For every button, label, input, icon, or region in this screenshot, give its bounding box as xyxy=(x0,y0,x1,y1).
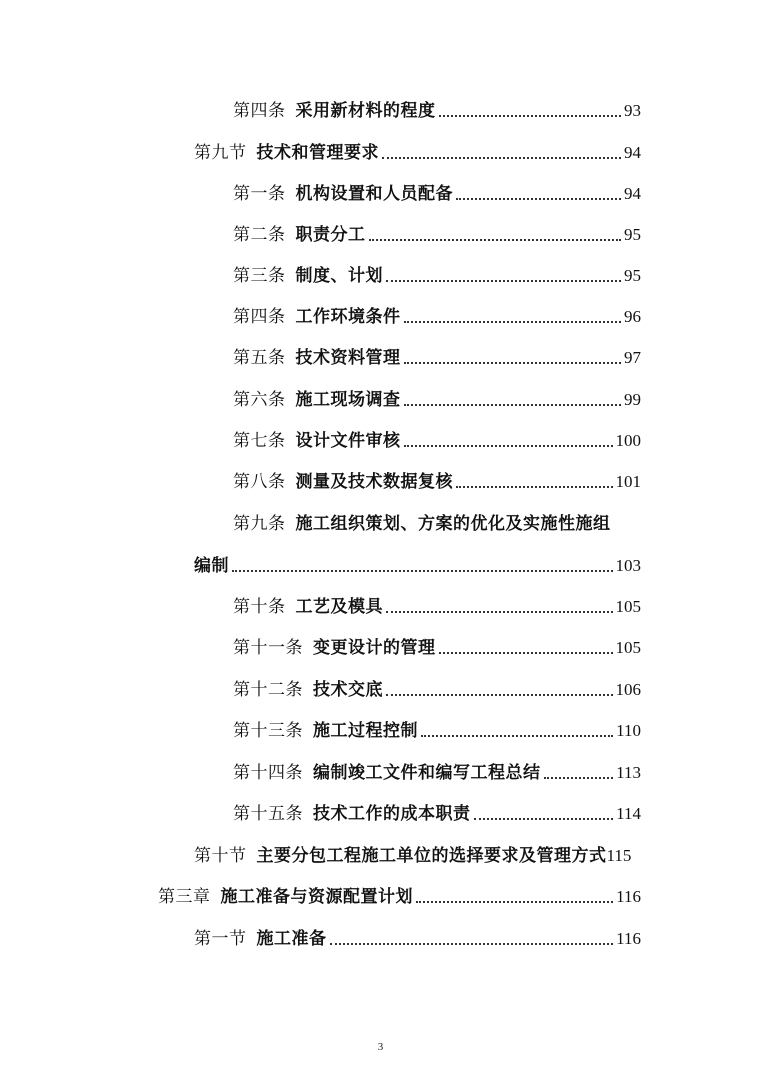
toc-entry-number: 第十一条 xyxy=(233,638,303,658)
toc-entry-page: 95 xyxy=(624,266,641,285)
toc-entry-number: 第四条 xyxy=(233,307,286,327)
toc-entry-title: 主要分包工程施工单位的选择要求及管理方式 xyxy=(256,846,607,866)
dot-leader xyxy=(386,694,613,696)
toc-entry-number: 第十四条 xyxy=(233,763,303,783)
toc-entry-page: 105 xyxy=(615,638,641,657)
toc-entry-title: 技术资料管理 xyxy=(295,348,401,368)
toc-entry[interactable] xyxy=(233,590,641,618)
toc-entry[interactable] xyxy=(233,341,641,369)
toc-entry-page: 101 xyxy=(615,472,641,491)
dot-leader xyxy=(330,943,614,945)
toc-entry-number: 第二条 xyxy=(233,225,286,245)
dot-leader xyxy=(382,157,621,159)
dot-leader xyxy=(404,404,622,406)
dot-leader xyxy=(369,239,622,241)
toc-entry-title: 职责分工 xyxy=(295,225,366,245)
toc-entry-page: 113 xyxy=(616,763,641,782)
toc-entry-title: 施工过程控制 xyxy=(313,721,418,741)
toc-entry-number: 第五条 xyxy=(233,348,286,368)
toc-entry[interactable] xyxy=(233,673,641,701)
toc-entry[interactable] xyxy=(158,880,641,908)
toc-entry[interactable] xyxy=(233,259,641,287)
dot-leader xyxy=(386,280,621,282)
toc-entry[interactable] xyxy=(233,465,641,493)
toc-entry-number: 第七条 xyxy=(233,431,286,451)
toc-entry-page: 100 xyxy=(615,431,641,450)
toc-entry-page: 99 xyxy=(624,390,641,409)
toc-entry-number: 第十五条 xyxy=(233,804,303,824)
dot-leader xyxy=(439,652,613,654)
toc-entry-page: 115 xyxy=(606,846,632,865)
toc-entry-number: 第四条 xyxy=(233,101,286,121)
toc-entry-title: 制度、计划 xyxy=(295,266,383,286)
toc-entry-page: 116 xyxy=(616,887,641,906)
toc-entry-title: 施工组织策划、方案的优化及实施性施组 xyxy=(295,514,611,534)
dot-leader xyxy=(456,486,613,488)
toc-entry-page: 116 xyxy=(616,929,641,948)
toc-entry-number: 第一节 xyxy=(194,929,247,949)
dot-leader xyxy=(232,570,613,572)
toc-entry-title: 工作环境条件 xyxy=(295,307,401,327)
toc-entry-number: 第八条 xyxy=(233,472,286,492)
toc-entry[interactable] xyxy=(233,631,641,659)
toc-entry-page: 94 xyxy=(624,184,641,203)
toc-entry[interactable] xyxy=(233,756,641,784)
toc-entry-number: 第十节 xyxy=(194,846,247,866)
toc-entry[interactable] xyxy=(233,300,641,328)
toc-entry-title: 技术交底 xyxy=(313,680,383,700)
toc-entry-page: 94 xyxy=(624,143,641,162)
toc-entry-title: 变更设计的管理 xyxy=(313,638,436,658)
dot-leader xyxy=(544,777,614,779)
toc-entry-number: 第一条 xyxy=(233,184,286,204)
toc-entry-title: 技术和管理要求 xyxy=(256,143,379,163)
dot-leader xyxy=(404,321,622,323)
dot-leader xyxy=(456,198,621,200)
toc-entry-page: 114 xyxy=(616,804,641,823)
toc-entry-title: 工艺及模具 xyxy=(295,597,383,617)
toc-entry-page: 96 xyxy=(624,307,641,326)
toc-entry-number: 第三条 xyxy=(233,266,286,286)
toc-entry-title-continuation: 编制 xyxy=(194,556,229,576)
toc-entry-title: 采用新材料的程度 xyxy=(295,101,436,121)
toc-entry-page: 106 xyxy=(615,680,641,699)
page-number: 3 xyxy=(377,1041,384,1053)
toc-entry[interactable] xyxy=(233,177,641,205)
toc-entry-number: 第九条 xyxy=(233,514,286,534)
toc-entry[interactable] xyxy=(194,922,641,950)
toc-entry-number: 第六条 xyxy=(233,390,286,410)
toc-entry-title: 技术工作的成本职责 xyxy=(313,804,471,824)
toc-entry-title: 机构设置和人员配备 xyxy=(295,184,453,204)
toc-entry-title: 编制竣工文件和编写工程总结 xyxy=(313,763,541,783)
dot-leader xyxy=(439,115,622,117)
toc-entry-page: 110 xyxy=(616,721,641,740)
toc-entry[interactable] xyxy=(233,383,641,411)
toc-entry[interactable] xyxy=(194,136,641,164)
toc-entry-wrapped[interactable] xyxy=(233,507,673,535)
toc-entry-number: 第十二条 xyxy=(233,680,303,700)
dot-leader xyxy=(474,818,614,820)
toc-entry[interactable] xyxy=(233,218,641,246)
toc-entry-number: 第九节 xyxy=(194,143,247,163)
dot-leader xyxy=(404,445,613,447)
toc-entry-title: 设计文件审核 xyxy=(295,431,401,451)
toc-entry-title: 施工准备 xyxy=(256,929,327,949)
toc-entry-number: 第三章 xyxy=(158,887,211,907)
toc-entry-page: 95 xyxy=(624,225,641,244)
dot-leader xyxy=(416,901,613,903)
toc-entry-page: 97 xyxy=(624,348,641,367)
toc-entry-title: 测量及技术数据复核 xyxy=(295,472,453,492)
toc-entry-number: 第十三条 xyxy=(233,721,303,741)
toc-entry[interactable] xyxy=(233,797,641,825)
toc-entry[interactable] xyxy=(233,714,641,742)
toc-entry-page: 105 xyxy=(615,597,641,616)
toc-entry-number: 第十条 xyxy=(233,597,286,617)
toc-entry-page: 103 xyxy=(615,556,641,575)
dot-leader xyxy=(421,735,613,737)
dot-leader xyxy=(404,362,622,364)
toc-entry-page: 93 xyxy=(624,101,641,120)
toc-entry-title: 施工准备与资源配置计划 xyxy=(220,887,413,907)
toc-entry-title: 施工现场调查 xyxy=(295,390,401,410)
dot-leader xyxy=(386,611,613,613)
toc-entry-continuation[interactable] xyxy=(194,549,641,577)
toc-entry[interactable] xyxy=(194,839,664,867)
toc-entry[interactable] xyxy=(233,94,641,122)
toc-entry[interactable] xyxy=(233,424,641,452)
